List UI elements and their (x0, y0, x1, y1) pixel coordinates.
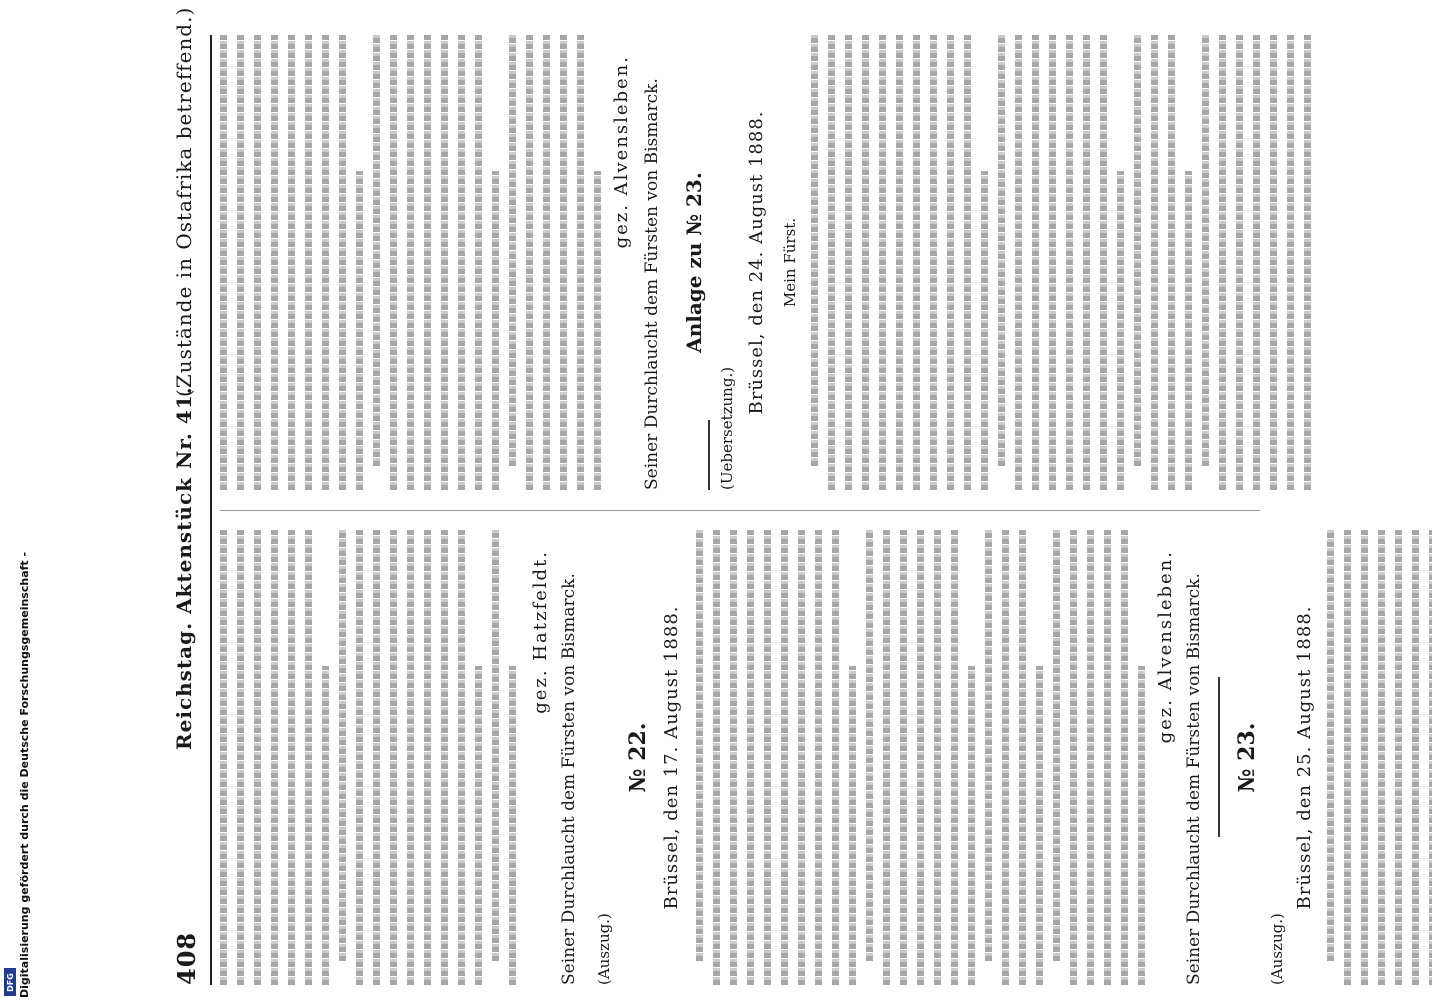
header-rule (210, 35, 212, 985)
page-number: 408 (172, 931, 201, 985)
running-header: Reichstag. Aktenstück Nr. 41. (172, 386, 196, 750)
signature-hatzfeldt: gez. Hatzfeldt. (530, 550, 551, 714)
dfg-logo (4, 968, 16, 996)
section-divider (1218, 678, 1220, 838)
excerpt-label-1: (Auszug.) (595, 913, 613, 985)
rotated-newspaper-page (150, 6, 1315, 985)
dfg-logo-text: DFG (5, 972, 15, 992)
addressee-2: Seiner Durchlaucht dem Fürsten von Bismarck. (1184, 573, 1204, 985)
right-column (220, 35, 1321, 490)
enclosure-title: Anlage zu № 23. (682, 172, 706, 353)
signature-alvensleben-2: gez. Alvensleben. (611, 55, 632, 249)
date-enclosure: Brüssel, den 24. August 1888. (746, 110, 767, 415)
column-divider (220, 510, 1260, 511)
addressee-3: Seiner Durchlaucht dem Fürsten von Bismarck. (642, 78, 662, 490)
enclosure-underline (708, 420, 710, 490)
excerpt-label-2: (Auszug.) (1268, 913, 1286, 985)
date-23: Brüssel, den 25. August 1888. (1294, 605, 1315, 910)
translation-label: (Uebersetzung.) (718, 366, 736, 490)
date-22: Brüssel, den 17. August 1888. (661, 605, 682, 910)
digitization-credit: Digitalisierung gefördert durch die Deutsche Forschungsgemeinschaft - (18, 551, 31, 998)
salutation: Mein Fürst. (781, 217, 799, 308)
document-number-23: № 23. (1234, 722, 1260, 793)
document-number-22: № 22. (625, 722, 651, 793)
signature-alvensleben-1: gez. Alvensleben. (1155, 550, 1176, 744)
left-column (220, 530, 1432, 985)
addressee-1: Seiner Durchlaucht dem Fürsten von Bismarck. (559, 573, 579, 985)
header-subject: (Zustände in Ostafrika betreffend.) (172, 6, 196, 397)
